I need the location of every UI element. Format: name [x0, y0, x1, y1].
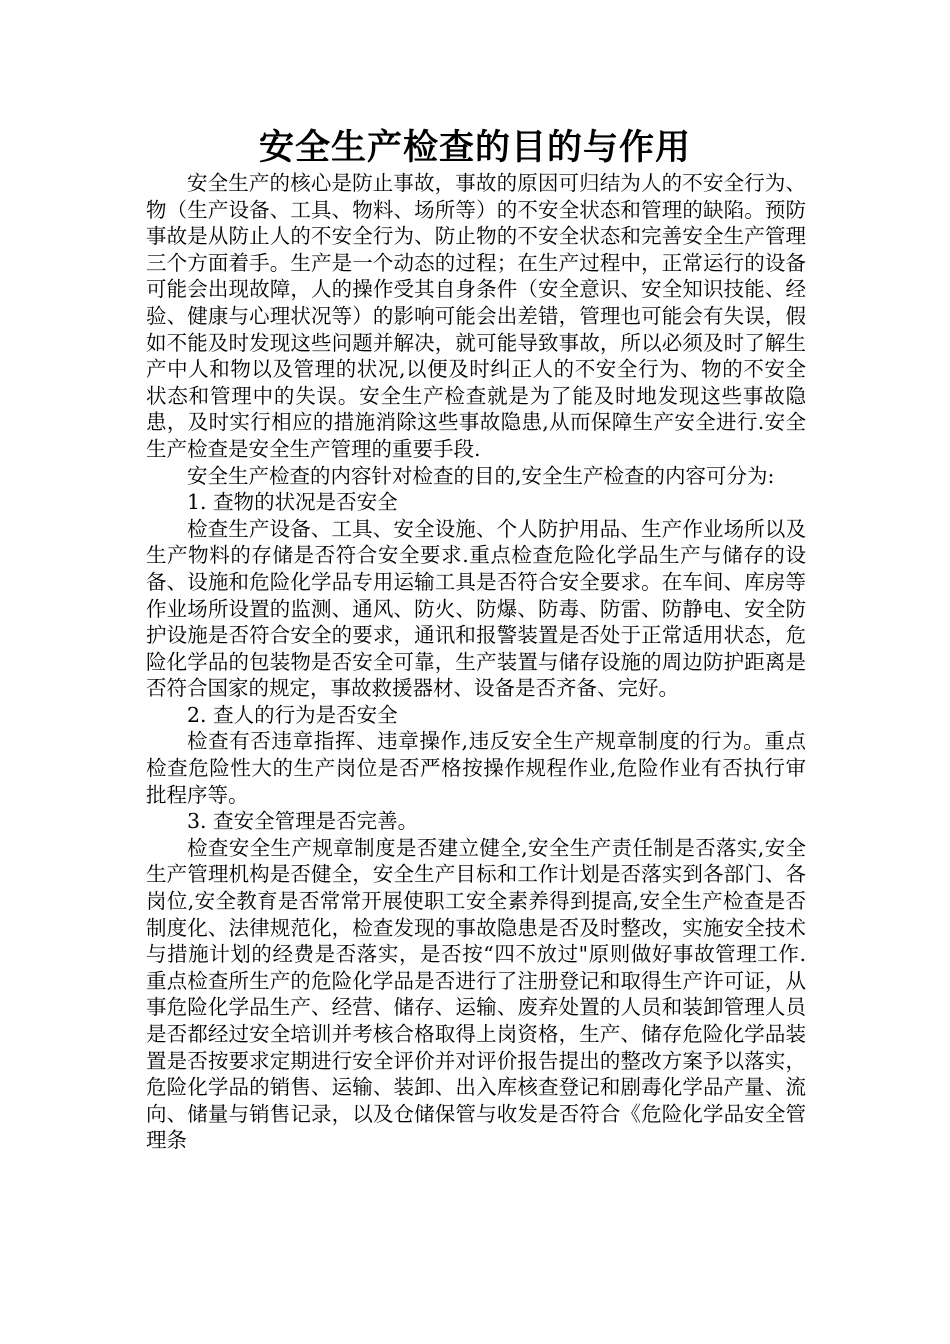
- section-heading-management: 3. 查安全管理是否完善。: [187, 809, 419, 834]
- paragraph-intro: 安全生产的核心是防止事故，事故的原因可归结为人的不安全行为、物（生产设备、工具、物料、场所等）的不安全状态和管理的缺陷。预防事故是从防止人的不安全行为、防止物的不安全状态和完善安全生产管理三个方面着手。生产是一个动态的过程；在生产过程中，正常运行的设备可能会出现故障，人的操作受其自身条件（安全意识、安全知识技能、经验、健康与心理状况等）的影响可能会出差错，管理也可能会有失误，假如不能及时发现这些问题并解决，就可能导致事故，所以必须及时了解生产中人和物以及管理的状况,以便及时纠正人的不安全行为、物的不安全状态和管理中的失误。安全生产检查就是为了能及时地发现这些事故隐患，及时实行相应的措施消除这些事故隐患,从而保障生产安全进行.安全生产检查是安全生产管理的重要手段.: [146, 171, 806, 461]
- document-title: 安全生产检查的目的与作用: [258, 128, 691, 168]
- section-heading-behavior: 2. 查人的行为是否安全: [187, 702, 398, 727]
- document-body: [146, 170, 806, 1154]
- paragraph-content-scope: 安全生产检查的内容针对检查的目的,安全生产检查的内容可分为:: [187, 463, 775, 488]
- section-heading-objects: 1. 查物的状况是否安全: [187, 490, 398, 515]
- paragraph-behavior: 检查有否违章指挥、违章操作,违反安全生产规章制度的行为。重点检查危险性大的生产岗位是否严格按操作规程作业,危险作业有否执行审批程序等。: [146, 729, 806, 807]
- paragraph-management: 检查安全生产规章制度是否建立健全,安全生产责任制是否落实,安全生产管理机构是否健全，安全生产目标和工作计划是否落实到各部门、各岗位,安全教育是否常常开展使职工安全素养得到提高,安全生产检查是否制度化、法律规范化，检查发现的事故隐患是否及时整改，实施安全技术与措施计划的经费是否落实，是否按“四不放过"原则做好事故管理工作.重点检查所生产的危险化学品是否进行了注册登记和取得生产许可证，从事危险化学品生产、经营、储存、运输、废弃处置的人员和装卸管理人员是否都经过安全培训并考核合格取得上岗资格，生产、储存危险化学品装置是否按要求定期进行安全评价并对评价报告提出的整改方案予以落实，危险化学品的销售、运输、装卸、出入库核查登记和剧毒化学品产量、流向、储量与销售记录，以及仓储保管与收发是否符合《危险化学品安全管理条: [146, 835, 806, 1153]
- paragraph-objects: 检查生产设备、工具、安全设施、个人防护用品、生产作业场所以及生产物料的存储是否符合安全要求.重点检查危险化学品生产与储存的设备、设施和危险化学品专用运输工具是否符合安全要求。在车间、库房等作业场所设置的监测、通风、防火、防爆、防毒、防雷、防静电、安全防护设施是否符合安全的要求，通讯和报警装置是否处于正常适用状态，危险化学品的包装物是否安全可靠，生产装置与储存设施的周边防护距离是否符合国家的规定，事故救援器材、设备是否齐备、完好。: [146, 516, 806, 701]
